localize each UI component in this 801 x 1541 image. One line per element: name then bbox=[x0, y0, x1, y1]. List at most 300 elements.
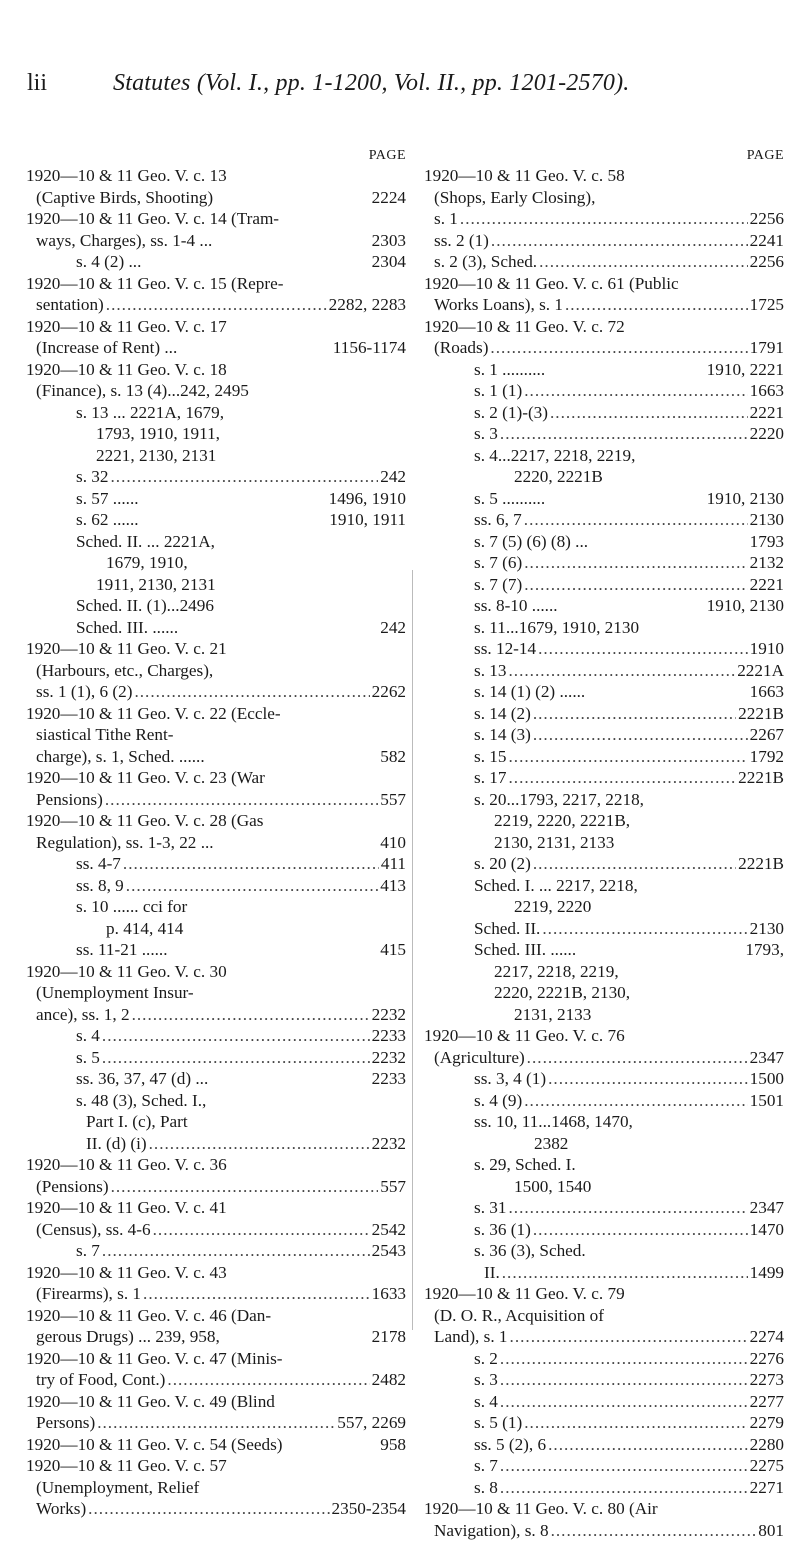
dot-leader bbox=[533, 853, 736, 875]
index-entry-line bbox=[424, 918, 784, 940]
dot-leader bbox=[490, 337, 747, 359]
entry-text: s. 29, Sched. I. bbox=[474, 1154, 576, 1176]
dot-leader bbox=[132, 1004, 370, 1026]
entry-text: 1679, 1910, bbox=[106, 552, 188, 574]
page-reference: 1633 bbox=[372, 1283, 406, 1305]
index-entry-line bbox=[424, 1240, 784, 1262]
page-reference: 2233 bbox=[372, 1068, 406, 1090]
index-entry-line bbox=[424, 230, 784, 252]
page-reference: 2271 bbox=[750, 1477, 784, 1499]
index-entry-line bbox=[26, 187, 406, 209]
dot-leader bbox=[524, 380, 747, 402]
index-entry-line bbox=[26, 1090, 406, 1112]
running-title-volumes: (Vol. I., pp. 1-1200, Vol. II., pp. 1201-2570). bbox=[197, 70, 630, 96]
index-entry-line bbox=[424, 660, 784, 682]
entry-text: s. 62 ...... bbox=[76, 509, 139, 531]
dot-leader bbox=[500, 1348, 748, 1370]
index-entry-line bbox=[26, 810, 406, 832]
entry-text: 2217, 2218, 2219, bbox=[494, 961, 619, 983]
entry-text: 1920—10 & 11 Geo. V. c. 79 bbox=[424, 1283, 625, 1305]
index-entry-line bbox=[424, 638, 784, 660]
index-entry-line bbox=[26, 552, 406, 574]
entry-text: Sched. II. bbox=[474, 918, 540, 940]
dot-leader bbox=[134, 681, 369, 703]
entry-text: Sched. II. ... 2221A, bbox=[76, 531, 215, 553]
entry-text: s. 3 bbox=[474, 423, 498, 445]
page-reference: 2232 bbox=[372, 1133, 406, 1155]
index-entry-line bbox=[26, 273, 406, 295]
index-entry-line bbox=[424, 832, 784, 854]
entry-text: 1920—10 & 11 Geo. V. c. 14 (Tram- bbox=[26, 208, 279, 230]
dot-leader bbox=[491, 230, 748, 252]
page-reference: 2256 bbox=[750, 251, 784, 273]
page-reference: 1501 bbox=[750, 1090, 784, 1112]
dot-leader bbox=[102, 1240, 370, 1262]
dot-leader bbox=[538, 638, 748, 660]
page-reference: 2280 bbox=[750, 1434, 784, 1456]
entry-text: s. 15 bbox=[474, 746, 506, 768]
index-entry-line bbox=[424, 488, 784, 510]
dot-leader bbox=[550, 402, 748, 424]
index-entry-line bbox=[424, 509, 784, 531]
entry-text: ss. 11-21 ...... bbox=[76, 939, 168, 961]
entry-text: ss. 6, 7 bbox=[474, 509, 522, 531]
index-entry-line bbox=[424, 1455, 784, 1477]
index-entry-line bbox=[424, 595, 784, 617]
page-reference: 557 bbox=[380, 789, 406, 811]
index-entry-line bbox=[424, 208, 784, 230]
entry-text: s. 5 .......... bbox=[474, 488, 545, 510]
entry-text: s. 4...2217, 2218, 2219, bbox=[474, 445, 635, 467]
page-reference: 2276 bbox=[750, 1348, 784, 1370]
page-reference: 2221 bbox=[750, 402, 784, 424]
dot-leader bbox=[500, 1455, 748, 1477]
index-entry-line bbox=[424, 337, 784, 359]
entry-text: (Harbours, etc., Charges), bbox=[36, 660, 213, 682]
page-reference: 2267 bbox=[750, 724, 784, 746]
index-entry-line bbox=[424, 810, 784, 832]
page-reference: 2232 bbox=[372, 1047, 406, 1069]
index-entry-line bbox=[26, 1369, 406, 1391]
index-entry-line bbox=[424, 273, 784, 295]
index-entry-line bbox=[26, 337, 406, 359]
entry-text: s. 2 bbox=[474, 1348, 498, 1370]
entry-text: (Roads) bbox=[434, 337, 488, 359]
index-entry-line bbox=[424, 939, 784, 961]
entry-text: (Firearms), s. 1 bbox=[36, 1283, 141, 1305]
index-entry-line bbox=[26, 918, 406, 940]
page-reference: 582 bbox=[380, 746, 406, 768]
index-entry-line bbox=[424, 1391, 784, 1413]
dot-leader bbox=[539, 251, 748, 273]
index-entry-line bbox=[424, 402, 784, 424]
dot-leader bbox=[126, 875, 378, 897]
index-entry-line bbox=[424, 1348, 784, 1370]
entry-text: s. 4 (2) ... bbox=[76, 251, 141, 273]
entry-text: sentation) bbox=[36, 294, 104, 316]
dot-leader bbox=[106, 294, 327, 316]
entry-text: II. (d) (i) bbox=[86, 1133, 147, 1155]
entry-text: siastical Tithe Rent- bbox=[36, 724, 174, 746]
entry-text: s. 20 (2) bbox=[474, 853, 531, 875]
dot-leader bbox=[167, 1369, 369, 1391]
entry-text: 1920—10 & 11 Geo. V. c. 17 bbox=[26, 316, 227, 338]
entry-text: s. 7 bbox=[76, 1240, 100, 1262]
dot-leader bbox=[527, 1047, 748, 1069]
index-entry-line bbox=[26, 230, 406, 252]
entry-text: 2382 bbox=[534, 1133, 568, 1155]
entry-text: (Increase of Rent) ... bbox=[36, 337, 177, 359]
page-reference: 2221 bbox=[750, 574, 784, 596]
entry-text: Works Loans), s. 1 bbox=[434, 294, 563, 316]
entry-text: (Census), ss. 4-6 bbox=[36, 1219, 151, 1241]
entry-text: s. 36 (3), Sched. bbox=[474, 1240, 586, 1262]
entry-text: Pensions) bbox=[36, 789, 103, 811]
page-reference: 2132 bbox=[750, 552, 784, 574]
index-entry-line bbox=[26, 595, 406, 617]
index-entry-line bbox=[26, 875, 406, 897]
index-entry-line bbox=[424, 1004, 784, 1026]
dot-leader bbox=[524, 574, 747, 596]
page-reference: 2543 bbox=[372, 1240, 406, 1262]
page-reference: 1792 bbox=[750, 746, 784, 768]
dot-leader bbox=[542, 918, 747, 940]
entry-text: 1920—10 & 11 Geo. V. c. 47 (Minis- bbox=[26, 1348, 283, 1370]
index-entry-line bbox=[26, 638, 406, 660]
index-entry-line bbox=[26, 1240, 406, 1262]
entry-text: 1920—10 & 11 Geo. V. c. 43 bbox=[26, 1262, 227, 1284]
page-reference: 1910, 2130 bbox=[707, 488, 784, 510]
page-reference: 1793 bbox=[750, 531, 784, 553]
entry-text: Works) bbox=[36, 1498, 86, 1520]
index-entry-line bbox=[424, 445, 784, 467]
index-entry-line bbox=[26, 660, 406, 682]
page-reference: 2279 bbox=[750, 1412, 784, 1434]
page-reference: 2347 bbox=[750, 1047, 784, 1069]
entry-text: II. bbox=[484, 1262, 500, 1284]
entry-text: 2220, 2221B, 2130, bbox=[494, 982, 630, 1004]
running-title bbox=[113, 70, 630, 97]
page-reference: 410 bbox=[380, 832, 406, 854]
entry-text: 1920—10 & 11 Geo. V. c. 58 bbox=[424, 165, 625, 187]
index-entry-line bbox=[26, 1283, 406, 1305]
entry-text: Sched. I. ... 2217, 2218, bbox=[474, 875, 638, 897]
left-column bbox=[26, 148, 406, 1520]
entry-text: 1793, 1910, 1911, bbox=[96, 423, 220, 445]
index-entry-line bbox=[424, 1520, 784, 1541]
index-entry-line bbox=[26, 896, 406, 918]
entry-text: s. 17 bbox=[474, 767, 506, 789]
entry-text: ss. 3, 4 (1) bbox=[474, 1068, 546, 1090]
page-reference: 958 bbox=[380, 1434, 406, 1456]
entry-text: s. 2 (3), Sched. bbox=[434, 251, 537, 273]
index-entry-line bbox=[26, 488, 406, 510]
index-entry-line bbox=[26, 208, 406, 230]
index-entry-line bbox=[424, 746, 784, 768]
entry-text: p. 414, 414 bbox=[106, 918, 183, 940]
index-entry-line bbox=[424, 1047, 784, 1069]
index-entry-line bbox=[424, 982, 784, 1004]
index-entry-line bbox=[424, 875, 784, 897]
left-column-heading: PAGE bbox=[26, 148, 406, 164]
entry-text: ss. 5 (2), 6 bbox=[474, 1434, 546, 1456]
entry-text: 1920—10 & 11 Geo. V. c. 57 bbox=[26, 1455, 227, 1477]
dot-leader bbox=[524, 1090, 747, 1112]
index-entry-line bbox=[26, 402, 406, 424]
entry-text: s. 32 bbox=[76, 466, 108, 488]
entry-text: ance), ss. 1, 2 bbox=[36, 1004, 130, 1026]
dot-leader bbox=[524, 552, 747, 574]
entry-text: s. 14 (2) bbox=[474, 703, 531, 725]
entry-text: s. 31 bbox=[474, 1197, 506, 1219]
right-column-heading: PAGE bbox=[424, 148, 784, 164]
index-entry-line bbox=[26, 1391, 406, 1413]
index-entry-line bbox=[424, 1133, 784, 1155]
page-reference: 2482 bbox=[372, 1369, 406, 1391]
index-entry-line bbox=[424, 294, 784, 316]
entry-text: 1920—10 & 11 Geo. V. c. 18 bbox=[26, 359, 227, 381]
index-entry-line bbox=[424, 1219, 784, 1241]
entry-text: (D. O. R., Acquisition of bbox=[434, 1305, 604, 1327]
index-entry-line bbox=[424, 853, 784, 875]
dot-leader bbox=[533, 1219, 748, 1241]
page-reference: 2221A bbox=[737, 660, 784, 682]
index-entry-line bbox=[424, 1197, 784, 1219]
entry-text: s. 7 (7) bbox=[474, 574, 522, 596]
entry-text: 1920—10 & 11 Geo. V. c. 61 (Public bbox=[424, 273, 679, 295]
index-entry-line bbox=[424, 1025, 784, 1047]
entry-text: s. 1 .......... bbox=[474, 359, 545, 381]
dot-leader bbox=[548, 1434, 748, 1456]
index-entry-line bbox=[26, 1111, 406, 1133]
index-entry-line bbox=[424, 1262, 784, 1284]
page-reference: 2256 bbox=[750, 208, 784, 230]
entry-text: s. 14 (3) bbox=[474, 724, 531, 746]
dot-leader bbox=[102, 1025, 370, 1047]
dot-leader bbox=[510, 1326, 748, 1348]
entry-text: 1920—10 & 11 Geo. V. c. 36 bbox=[26, 1154, 227, 1176]
index-entry-line bbox=[424, 1498, 784, 1520]
index-entry-line bbox=[424, 1326, 784, 1348]
index-entry-line bbox=[424, 187, 784, 209]
entry-text: ss. 12-14 bbox=[474, 638, 536, 660]
entry-text: (Agriculture) bbox=[434, 1047, 525, 1069]
index-entry-line bbox=[26, 617, 406, 639]
entry-text: s. 14 (1) (2) ...... bbox=[474, 681, 585, 703]
page-reference: 1470 bbox=[750, 1219, 784, 1241]
index-entry-line bbox=[424, 1477, 784, 1499]
entry-text: ss. 8-10 ...... bbox=[474, 595, 558, 617]
index-entry-line bbox=[26, 681, 406, 703]
entry-text: 1920—10 & 11 Geo. V. c. 23 (War bbox=[26, 767, 265, 789]
entry-text: ss. 1 (1), 6 (2) bbox=[36, 681, 132, 703]
dot-leader bbox=[502, 1262, 748, 1284]
index-entry-line bbox=[424, 552, 784, 574]
entry-text: Navigation), s. 8 bbox=[434, 1520, 549, 1541]
index-entry-line bbox=[26, 165, 406, 187]
index-entry-line bbox=[424, 1068, 784, 1090]
index-entry-line bbox=[26, 466, 406, 488]
page-reference: 2262 bbox=[372, 681, 406, 703]
entry-text: gerous Drugs) ... 239, 958, bbox=[36, 1326, 220, 1348]
index-entry-line bbox=[26, 1326, 406, 1348]
entry-text: s. 1 bbox=[434, 208, 458, 230]
dot-leader bbox=[102, 1047, 370, 1069]
entry-text: ss. 36, 37, 47 (d) ... bbox=[76, 1068, 208, 1090]
page-reference: 1910, 2221 bbox=[707, 359, 784, 381]
page-reference: 2273 bbox=[750, 1369, 784, 1391]
page-reference: 1725 bbox=[750, 294, 784, 316]
index-entry-line bbox=[424, 896, 784, 918]
page-reference: 557, 2269 bbox=[337, 1412, 406, 1434]
page-reference: 1910, 2130 bbox=[707, 595, 784, 617]
entry-text: s. 20...1793, 2217, 2218, bbox=[474, 789, 644, 811]
dot-leader bbox=[551, 1520, 757, 1541]
index-entry-line bbox=[26, 1498, 406, 1520]
entry-text: 1920—10 & 11 Geo. V. c. 41 bbox=[26, 1197, 227, 1219]
page-reference: 1663 bbox=[750, 681, 784, 703]
page-reference: 2350-2354 bbox=[332, 1498, 406, 1520]
entry-text: (Finance), s. 13 (4)...242, 2495 bbox=[36, 380, 249, 402]
index-entry-line bbox=[26, 767, 406, 789]
index-entry-line bbox=[26, 359, 406, 381]
index-entry-line bbox=[26, 1133, 406, 1155]
dot-leader bbox=[500, 1391, 748, 1413]
index-entry-line bbox=[26, 1348, 406, 1370]
index-entry-line bbox=[424, 1412, 784, 1434]
index-entry-line bbox=[26, 1068, 406, 1090]
index-entry-line bbox=[424, 423, 784, 445]
index-entry-line bbox=[26, 939, 406, 961]
entry-text: Sched. III. ...... bbox=[76, 617, 178, 639]
index-entry-line bbox=[26, 724, 406, 746]
index-entry-line bbox=[26, 1412, 406, 1434]
entry-text: 2220, 2221B bbox=[514, 466, 603, 488]
entry-text: (Captive Birds, Shooting) bbox=[36, 187, 213, 209]
entry-text: 1920—10 & 11 Geo. V. c. 30 bbox=[26, 961, 227, 983]
entry-text: 1920—10 & 11 Geo. V. c. 80 (Air bbox=[424, 1498, 658, 1520]
index-entry-line bbox=[424, 1305, 784, 1327]
index-entry-line bbox=[26, 1455, 406, 1477]
entry-text: s. 10 ...... cci for bbox=[76, 896, 187, 918]
index-entry-line bbox=[424, 681, 784, 703]
dot-leader bbox=[508, 767, 736, 789]
page-reference: 557 bbox=[380, 1176, 406, 1198]
entry-text: 1920—10 & 11 Geo. V. c. 49 (Blind bbox=[26, 1391, 275, 1413]
entry-text: 1920—10 & 11 Geo. V. c. 28 (Gas bbox=[26, 810, 263, 832]
entry-text: Regulation), ss. 1-3, 22 ... bbox=[36, 832, 214, 854]
page-reference: 2232 bbox=[372, 1004, 406, 1026]
entry-text: Persons) bbox=[36, 1412, 95, 1434]
page-reference: 2274 bbox=[750, 1326, 784, 1348]
index-entry-line bbox=[26, 1047, 406, 1069]
entry-text: 1911, 2130, 2131 bbox=[96, 574, 216, 596]
dot-leader bbox=[153, 1219, 370, 1241]
index-entry-line bbox=[26, 531, 406, 553]
page-reference: 801 bbox=[758, 1520, 784, 1541]
dot-leader bbox=[508, 1197, 747, 1219]
entry-text: 1500, 1540 bbox=[514, 1176, 591, 1198]
page-reference: 411 bbox=[381, 853, 406, 875]
dot-leader bbox=[548, 1068, 748, 1090]
entry-text: 2219, 2220, 2221B, bbox=[494, 810, 630, 832]
index-entry-line bbox=[424, 961, 784, 983]
entry-text: (Unemployment Insur- bbox=[36, 982, 194, 1004]
page-reference: 1910, 1911 bbox=[329, 509, 406, 531]
entry-text: charge), s. 1, Sched. ...... bbox=[36, 746, 205, 768]
index-entry-line bbox=[26, 445, 406, 467]
dot-leader bbox=[143, 1283, 370, 1305]
index-entry-line bbox=[26, 1262, 406, 1284]
running-title-statutes: Statutes bbox=[113, 70, 191, 96]
index-entry-line bbox=[424, 1434, 784, 1456]
dot-leader bbox=[110, 466, 378, 488]
index-entry-line bbox=[424, 1176, 784, 1198]
entry-text: s. 5 (1) bbox=[474, 1412, 522, 1434]
page-reference: 242 bbox=[380, 617, 406, 639]
index-entry-line bbox=[424, 165, 784, 187]
right-column bbox=[424, 148, 784, 1541]
dot-leader bbox=[460, 208, 748, 230]
index-entry-line bbox=[26, 251, 406, 273]
index-entry-line bbox=[424, 574, 784, 596]
dot-leader bbox=[508, 746, 747, 768]
dot-leader bbox=[149, 1133, 370, 1155]
entry-text: s. 4 bbox=[474, 1391, 498, 1413]
index-entry-line bbox=[26, 789, 406, 811]
dot-leader bbox=[533, 724, 748, 746]
index-entry-line bbox=[424, 1369, 784, 1391]
index-entry-line bbox=[424, 617, 784, 639]
page-reference: 2130 bbox=[750, 918, 784, 940]
index-entry-line bbox=[26, 1176, 406, 1198]
page-reference: 2220 bbox=[750, 423, 784, 445]
dot-leader bbox=[500, 1369, 748, 1391]
page-number: lii bbox=[27, 70, 47, 97]
entry-text: Sched. II. (1)...2496 bbox=[76, 595, 214, 617]
dot-leader bbox=[524, 509, 748, 531]
index-entry-line bbox=[424, 1154, 784, 1176]
index-entry-line bbox=[26, 1305, 406, 1327]
page-reference: 2221B bbox=[738, 853, 784, 875]
entry-text: 1920—10 & 11 Geo. V. c. 21 bbox=[26, 638, 227, 660]
entry-text: ss. 8, 9 bbox=[76, 875, 124, 897]
page-reference: 2277 bbox=[750, 1391, 784, 1413]
entry-text: Land), s. 1 bbox=[434, 1326, 508, 1348]
page-reference: 1156-1174 bbox=[333, 337, 406, 359]
page-reference: 413 bbox=[380, 875, 406, 897]
page-reference: 2241 bbox=[750, 230, 784, 252]
entry-text: s. 13 ... 2221A, 1679, bbox=[76, 402, 224, 424]
index-entry-line bbox=[26, 746, 406, 768]
entry-text: 1920—10 & 11 Geo. V. c. 15 (Repre- bbox=[26, 273, 283, 295]
page-reference: 2303 bbox=[372, 230, 406, 252]
entry-text: s. 57 ...... bbox=[76, 488, 139, 510]
index-entry-line bbox=[424, 703, 784, 725]
entry-text: s. 7 (6) bbox=[474, 552, 522, 574]
entry-text: s. 13 bbox=[474, 660, 506, 682]
index-entry-line bbox=[424, 251, 784, 273]
dot-leader bbox=[508, 660, 735, 682]
page-reference: 2347 bbox=[750, 1197, 784, 1219]
right-index-entries bbox=[424, 165, 784, 1541]
entry-text: 2130, 2131, 2133 bbox=[494, 832, 614, 854]
entry-text: s. 7 (5) (6) (8) ... bbox=[474, 531, 588, 553]
index-entry-line bbox=[26, 1004, 406, 1026]
page-reference: 1663 bbox=[750, 380, 784, 402]
index-entry-line bbox=[424, 380, 784, 402]
page-reference: 2221B bbox=[738, 767, 784, 789]
